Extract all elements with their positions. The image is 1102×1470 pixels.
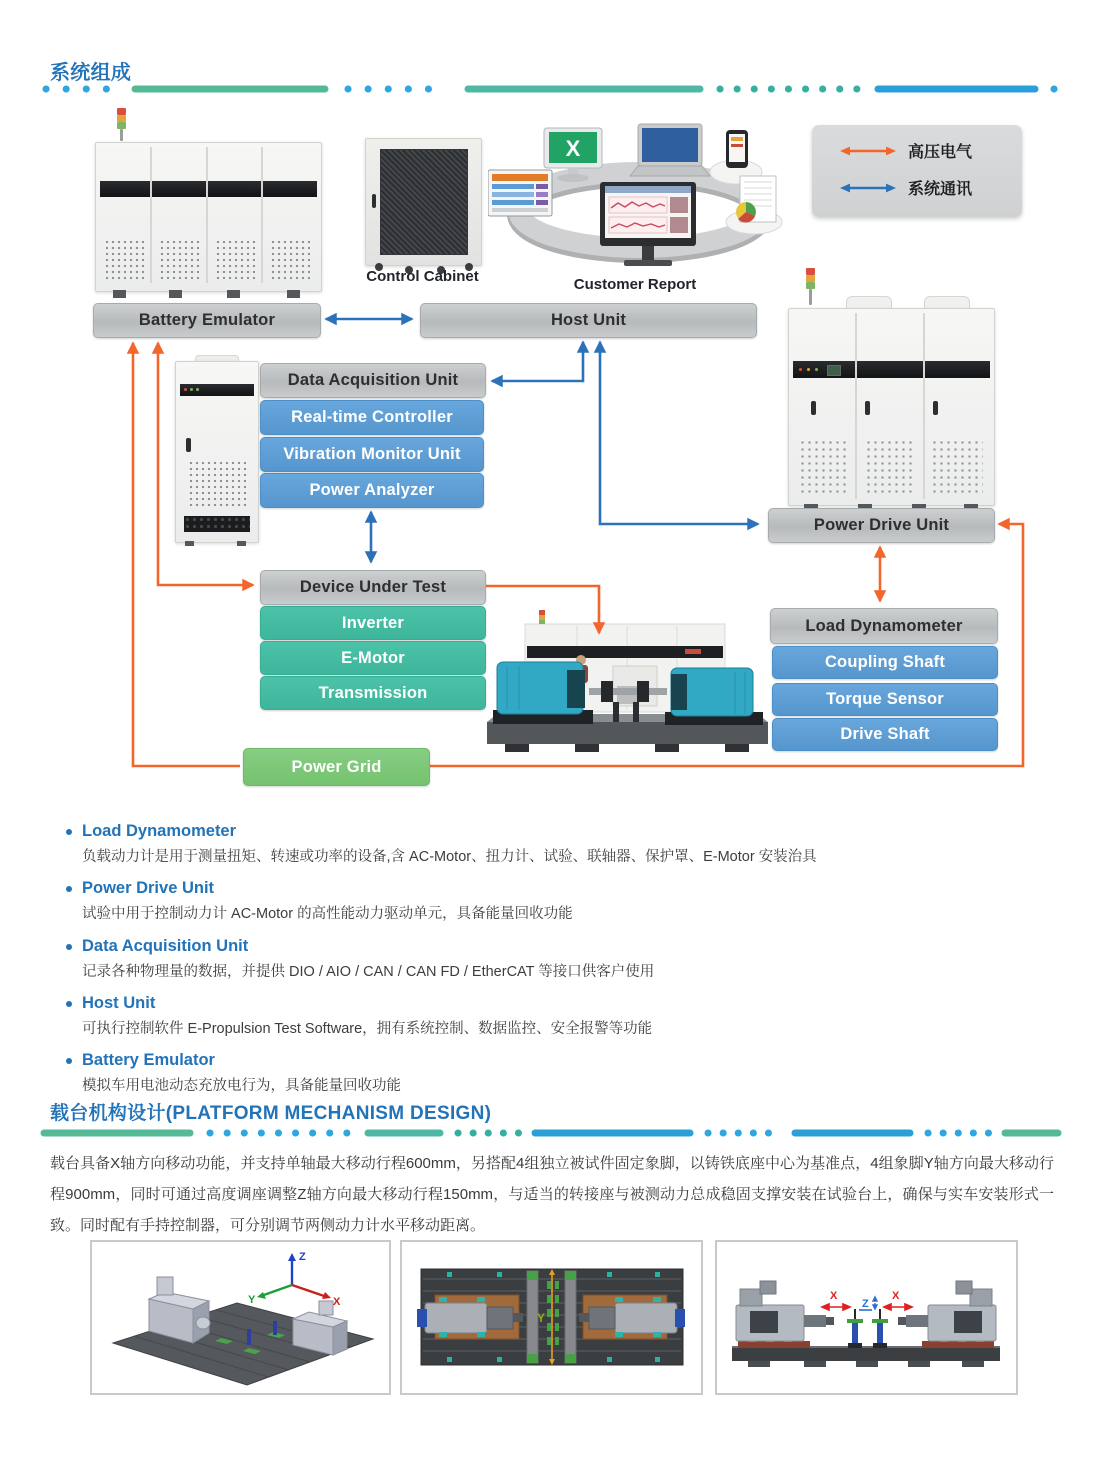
platform-topview-image xyxy=(400,1240,703,1395)
bullet-title: Power Drive Unit xyxy=(62,879,1042,898)
system-diagram xyxy=(0,100,1102,805)
block-drive-shaft: Drive Shaft xyxy=(772,718,998,751)
platform-paragraph: 载台具备X轴方向移动功能，并支持单轴最大移动行程600mm，另搭配4组独立被试件固定象脚，以铸铁底座中心为基准点，4组象脚Y轴方向最大移动行程900mm，同时可通过高度调座调整Z轴方向最大移动行程150mm，与适当的转接座与被测动力总成稳固支撑安装在试验台上，确保与实车安装形式一致。同时配有手持控制器，可分别调节两侧动力计水平移动距离。 xyxy=(50,1155,1054,1234)
axis-triad-icon xyxy=(248,1251,341,1308)
block-transmission: Transmission xyxy=(260,676,486,710)
list-item xyxy=(62,822,1042,867)
block-device-under-test: Device Under Test xyxy=(260,570,486,605)
svg-text:X: X xyxy=(892,1290,900,1302)
svg-text:Y: Y xyxy=(248,1294,256,1306)
bullet-title: Host Unit xyxy=(62,994,1042,1013)
arrow-host-dau xyxy=(492,342,583,381)
platform-isometric-image xyxy=(90,1240,391,1395)
block-inverter: Inverter xyxy=(260,606,486,640)
legend-communication-label: 系统通讯 xyxy=(908,181,973,198)
block-realtime-controller: Real-time Controller xyxy=(260,400,484,435)
svg-text:Z: Z xyxy=(299,1251,306,1263)
bullet-dot-icon xyxy=(66,1058,72,1064)
svg-text:X: X xyxy=(333,1296,341,1308)
bullet-title: Data Acquisition Unit xyxy=(62,937,1042,956)
section-title-platform-design: 载台机构设计(PLATFORM MECHANISM DESIGN) xyxy=(50,1103,492,1124)
bullet-desc: 模拟车用电池动态充放电行为，具备能量回收功能 xyxy=(82,1078,401,1095)
svg-text:X: X xyxy=(565,136,581,161)
svg-text:Z: Z xyxy=(862,1298,869,1310)
block-data-acquisition: Data Acquisition Unit xyxy=(260,363,486,398)
arrow-grid-battery xyxy=(133,343,240,766)
bullet-dot-icon xyxy=(66,1001,72,1007)
arrow-dut-bench xyxy=(484,586,599,633)
control-cabinet-caption: Control Cabinet xyxy=(366,268,479,285)
section-title-system-composition: 系统组成 xyxy=(50,62,132,84)
block-vibration-monitor: Vibration Monitor Unit xyxy=(260,437,484,472)
block-power-analyzer: Power Analyzer xyxy=(260,473,484,508)
bullet-dot-icon xyxy=(66,829,72,835)
list-item xyxy=(62,1051,1042,1096)
block-coupling-shaft: Coupling Shaft xyxy=(772,646,998,679)
block-battery-emulator: Battery Emulator xyxy=(93,303,321,338)
bullet-dot-icon xyxy=(66,944,72,950)
bullet-desc: 试验中用于控制动力计 AC-Motor 的高性能动力驱动单元，具备能量回收功能 xyxy=(82,906,573,923)
block-load-dynamometer: Load Dynamometer xyxy=(770,608,998,644)
bullet-dot-icon xyxy=(66,886,72,892)
divider-line xyxy=(40,84,1062,94)
block-host-unit: Host Unit xyxy=(420,303,757,338)
block-torque-sensor: Torque Sensor xyxy=(772,683,998,716)
platform-sideview-image xyxy=(715,1240,1018,1395)
component-descriptions xyxy=(62,822,1042,1108)
block-power-drive-unit: Power Drive Unit xyxy=(768,508,995,543)
divider-line xyxy=(40,1128,1062,1138)
list-item xyxy=(62,937,1042,982)
bullet-desc: 记录各种物理量的数据，并提供 DIO / AIO / CAN / CAN FD / EtherCAT 等接口供客户使用 xyxy=(82,963,655,980)
bullet-title: Load Dynamometer xyxy=(62,822,1042,841)
svg-text:Y: Y xyxy=(537,1311,546,1325)
legend-high-voltage-label: 高压电气 xyxy=(908,144,973,161)
block-e-motor: E-Motor xyxy=(260,641,486,675)
arrow-battery-dut xyxy=(158,343,253,585)
bullet-title: Battery Emulator xyxy=(62,1051,1042,1070)
bullet-desc: 负载动力计是用于测量扭矩、转速或功率的设备,含 AC-Motor、扭力计、试验、联轴器、保护罩、E-Motor 安装治具 xyxy=(82,849,817,865)
list-item xyxy=(62,879,1042,924)
customer-report-caption: Customer Report xyxy=(573,276,697,293)
list-item xyxy=(62,994,1042,1039)
bullet-desc: 可执行控制软件 E-Propulsion Test Software，拥有系统控制、数据监控、安全报警等功能 xyxy=(82,1020,653,1037)
svg-text:X: X xyxy=(830,1290,838,1302)
block-power-grid: Power Grid xyxy=(243,748,430,786)
arrow-host-pdu xyxy=(600,342,758,524)
